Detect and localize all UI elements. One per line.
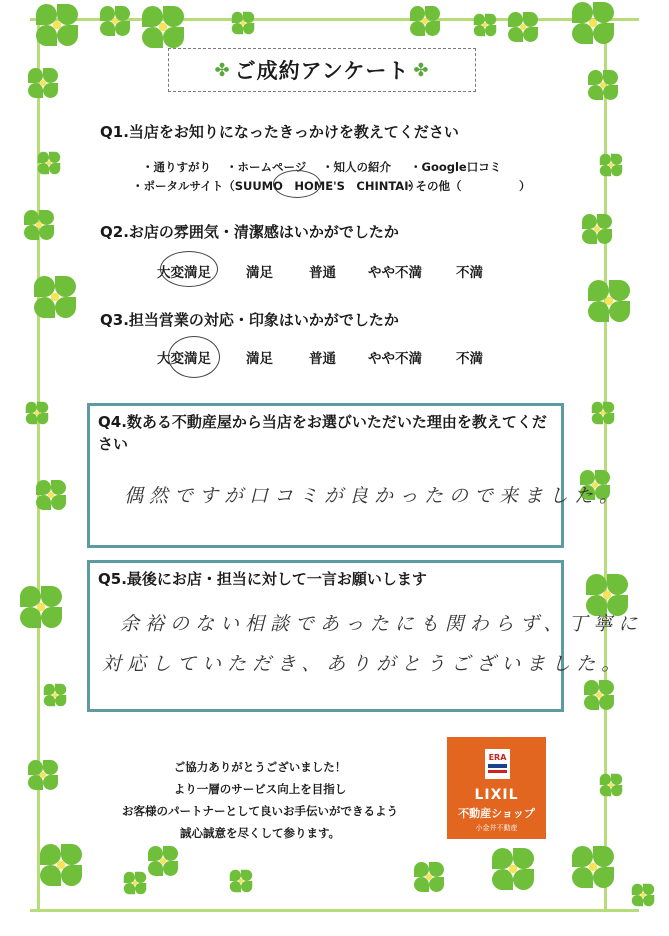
clover-icon xyxy=(584,680,614,710)
q3-rating[interactable]: やや不満 xyxy=(368,351,422,367)
vine-bottom xyxy=(30,909,639,912)
q1-question: Q1.当店をお知りになったきっかけを教えてください xyxy=(100,123,459,141)
q1-option[interactable]: ・ポータルサイト（SUUMO HOME'S CHINTAI） xyxy=(132,179,420,193)
clover-icon xyxy=(600,774,623,797)
clover-icon xyxy=(588,70,618,100)
clover-icon xyxy=(20,586,62,628)
clover-icon xyxy=(230,870,253,893)
clover-mark-icon: ✤ xyxy=(214,59,231,81)
q3-rating[interactable]: 満足 xyxy=(246,351,273,367)
clover-icon xyxy=(34,276,76,318)
clover-icon xyxy=(632,884,655,907)
q1-option[interactable]: ・その他（ ） xyxy=(404,179,531,193)
hand-drawn-circle xyxy=(168,336,220,378)
clover-icon xyxy=(36,480,66,510)
clover-icon xyxy=(124,872,147,895)
q2-rating[interactable]: やや不満 xyxy=(368,265,422,281)
q2-rating[interactable]: 普通 xyxy=(309,265,336,281)
clover-icon xyxy=(592,402,615,425)
q3-rating[interactable]: 不満 xyxy=(456,351,483,367)
clover-mark-icon: ✤ xyxy=(413,59,430,81)
clover-icon xyxy=(410,6,440,36)
clover-icon xyxy=(100,6,130,36)
company-logo xyxy=(447,737,546,839)
era-logo-icon xyxy=(485,749,510,779)
q1-option[interactable]: ・知人の紹介 xyxy=(322,160,391,174)
q5-handwritten-answer-line: 対応していただき、ありがとうございました。 xyxy=(102,653,627,675)
clover-icon xyxy=(148,846,178,876)
survey-title xyxy=(168,48,476,92)
thanks-line: より一層のサービス向上を目指し xyxy=(173,782,347,796)
clover-icon xyxy=(508,12,538,42)
clover-icon xyxy=(28,68,58,98)
q5-handwritten-answer-line: 余裕のない相談であったにも関わらず、丁寧に xyxy=(120,613,644,635)
clover-icon xyxy=(38,152,61,175)
thank-you-message xyxy=(110,756,410,844)
survey-title-text: ご成約アンケート xyxy=(234,59,410,83)
clover-icon xyxy=(600,154,623,177)
clover-icon xyxy=(588,280,630,322)
q1-option[interactable]: ・Google口コミ xyxy=(410,160,502,174)
q3-rating[interactable]: 普通 xyxy=(309,351,336,367)
clover-icon xyxy=(582,214,612,244)
q3-rating[interactable]: 大変満足 xyxy=(157,351,211,367)
clover-icon xyxy=(414,862,444,892)
q3-question: Q3.担当営業の対応・印象はいかがでしたか xyxy=(100,311,399,329)
clover-icon xyxy=(572,2,614,44)
clover-icon xyxy=(474,14,497,37)
q5-answer-box xyxy=(87,560,644,712)
q1-option[interactable]: ・ホームページ xyxy=(226,160,307,174)
clover-icon xyxy=(44,684,67,707)
q2-rating[interactable]: 不満 xyxy=(456,265,483,281)
logo-branch-name: 小金井不動産 xyxy=(475,824,518,832)
clover-icon xyxy=(142,6,184,48)
thanks-line: 誠心誠意を尽くして参ります。 xyxy=(179,826,341,840)
logo-shop-name: 不動産ショップ xyxy=(458,807,535,820)
clover-icon xyxy=(40,844,82,886)
q2-rating[interactable]: 大変満足 xyxy=(157,265,211,281)
q4-answer-box xyxy=(87,403,625,548)
clover-icon xyxy=(572,846,614,888)
era-logo-text: ERA xyxy=(488,753,507,762)
clover-icon xyxy=(36,4,78,46)
hand-drawn-circle xyxy=(273,170,321,198)
clover-icon xyxy=(492,848,534,890)
thanks-line: ご協力ありがとうございました！ xyxy=(173,760,347,774)
hand-drawn-circle xyxy=(160,251,218,287)
clover-icon xyxy=(28,760,58,790)
q4-question: Q4.数ある不動産屋から当店をお選びいただいた理由を教えてください xyxy=(98,413,547,453)
q1-option[interactable]: ・通りすがり xyxy=(142,160,211,174)
clover-icon xyxy=(232,12,255,35)
q5-question: Q5.最後にお店・担当に対して一言お願いします xyxy=(98,570,427,588)
clover-icon xyxy=(26,402,49,425)
logo-brand: LIXIL xyxy=(474,787,519,803)
q4-handwritten-answer: 偶然ですが口コミが良かったので来ました。 xyxy=(124,485,625,507)
thanks-line: お客様のパートナーとして良いお手伝いができるよう xyxy=(122,804,398,818)
q2-rating[interactable]: 満足 xyxy=(246,265,273,281)
q2-question: Q2.お店の雰囲気・清潔感はいかがでしたか xyxy=(100,223,399,241)
clover-icon xyxy=(24,210,54,240)
